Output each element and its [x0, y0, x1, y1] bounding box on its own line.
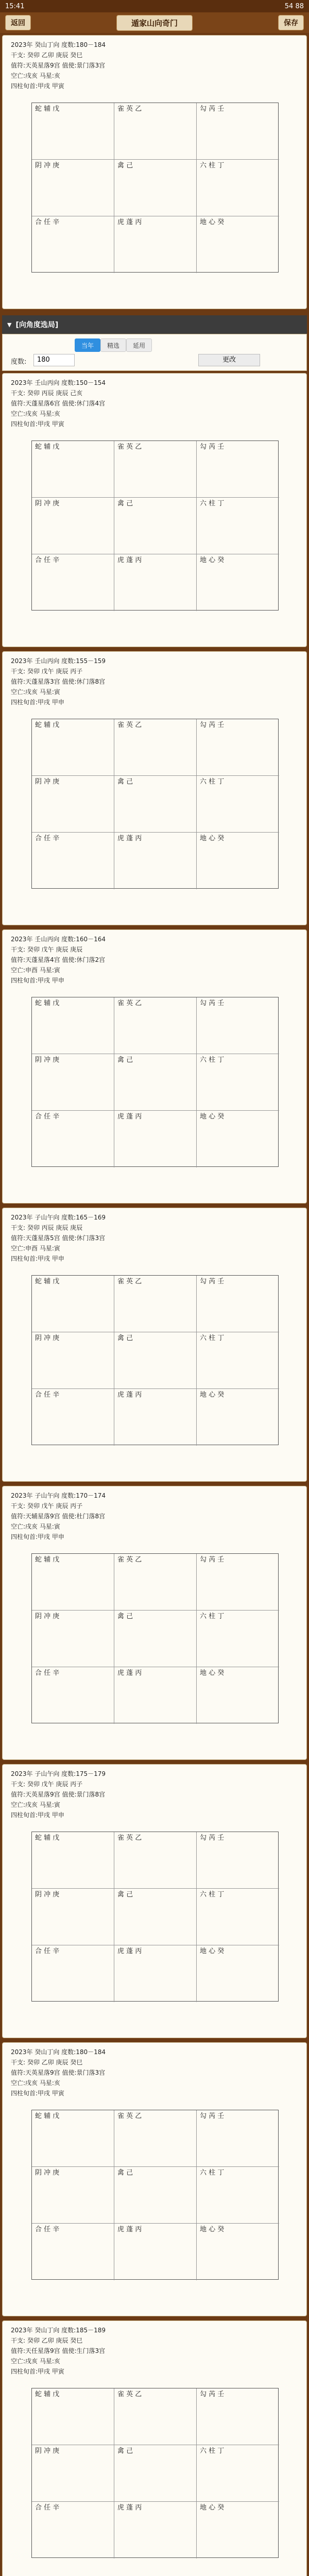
- palace-cell: 六 柱 丁: [197, 498, 279, 554]
- chart-info-line3: 值符:天蓬星落4宫 值使:休门落2宫: [11, 956, 106, 963]
- chart-info-line1: 2023年 子山午向 度数:165－169: [11, 1214, 106, 1221]
- chart-info-line3: 值符:天蓬星落3宫 值使:休门落8宫: [11, 678, 106, 685]
- chart-info-line2: 干支: 癸卯 戊午 庚辰 丙子: [11, 1502, 83, 1510]
- palace-cell: 勾 芮 壬: [197, 103, 279, 160]
- chart-info-line1: 2023年 癸山丁向 度数:180－184: [11, 41, 106, 48]
- chart-info-line2: 干支: 癸卯 戊午 庚辰 庚辰: [11, 946, 83, 953]
- chart-info-line1: 2023年 壬山丙向 度数:155－159: [11, 657, 106, 665]
- palace-cell: 阴 冲 庚: [32, 1054, 114, 1111]
- chart-info-line2: 干支: 癸卯 乙卯 庚辰 癸巳: [11, 2337, 83, 2344]
- palace-cell: 阴 冲 庚: [32, 1611, 114, 1667]
- back-button[interactable]: 返回: [5, 15, 31, 30]
- palace-cell: 阴 冲 庚: [32, 1332, 114, 1389]
- chart-info-line2: 干支: 癸卯 丙辰 庚辰 庚辰: [11, 1224, 83, 1231]
- palace-cell: 雀 英 乙: [114, 441, 197, 498]
- palace-cell: 蛇 辅 戊: [32, 441, 114, 498]
- degree-label: 度数:: [11, 358, 27, 366]
- nine-palace-grid: [31, 2388, 279, 2558]
- section-title: [向角度选局]: [15, 321, 59, 329]
- chart-info-line5: 四柱旬首:甲戌 甲申: [11, 1255, 64, 1262]
- palace-cell: 合 任 辛: [32, 554, 114, 611]
- palace-cell: 雀 英 乙: [114, 2388, 197, 2445]
- chart-info-line1: 2023年 子山午向 度数:175－179: [11, 1770, 106, 1777]
- chart-info: [11, 2047, 106, 2098]
- palace-cell: 阴 冲 庚: [32, 776, 114, 833]
- chart-info-line1: 2023年 癸山丁向 度数:180－184: [11, 2048, 106, 2056]
- nine-palace-grid: [31, 103, 279, 273]
- palace-cell: 阴 冲 庚: [32, 2445, 114, 2502]
- chart-info-line5: 四柱旬首:甲戌 甲申: [11, 1533, 64, 1540]
- palace-cell: 六 柱 丁: [197, 1332, 279, 1389]
- palace-cell: 六 柱 丁: [197, 160, 279, 216]
- palace-cell: 地 心 癸: [200, 1947, 225, 1955]
- chart-info-line5: 四柱旬首:甲戌 甲寅: [11, 420, 64, 428]
- tab-0[interactable]: 当年: [75, 338, 100, 352]
- palace-cell: 禽 己: [114, 1889, 197, 1945]
- palace-cell: 地 心 癸: [200, 2226, 225, 2233]
- palace-cell: 雀 英 乙: [114, 1276, 197, 1332]
- qimen-chart-card: [2, 2320, 307, 2576]
- palace-cell: 六 柱 丁: [197, 2445, 279, 2502]
- palace-cell: 禽 己: [114, 2445, 197, 2502]
- palace-cell: 禽 己: [114, 776, 197, 833]
- chart-info: [11, 2325, 106, 2377]
- palace-cell: 蛇 辅 戊: [32, 719, 114, 776]
- chart-info-line4: 空亡:戌亥 马星:亥: [11, 410, 60, 417]
- content-area: [0, 33, 309, 2576]
- chart-info-line3: 值符:天蓬星落6宫 值使:休门落4宫: [11, 400, 106, 407]
- chart-info-line4: 空亡:戌亥 马星:寅: [11, 688, 60, 696]
- chart-info-line5: 四柱旬首:甲戌 甲申: [11, 977, 64, 984]
- palace-cell: 雀 英 乙: [114, 2110, 197, 2167]
- chart-info-line5: 四柱旬首:甲戌 甲寅: [11, 2368, 64, 2375]
- palace-cell: 禽 己: [114, 1054, 197, 1111]
- chart-info: [11, 1769, 106, 1820]
- qimen-chart-card: [2, 35, 307, 309]
- palace-cell: 勾 芮 壬: [197, 1832, 279, 1889]
- chart-info-line2: 干支: 癸卯 乙卯 庚辰 癸巳: [11, 52, 83, 59]
- qimen-chart-card: [2, 1764, 307, 2038]
- palace-cell: 雀 英 乙: [114, 103, 197, 160]
- palace-cell: 蛇 辅 戊: [32, 997, 114, 1054]
- palace-cell: 合 任 辛: [32, 2502, 114, 2558]
- palace-cell: 虎 蓬 丙: [114, 833, 197, 889]
- palace-cell: 地 心 癸: [200, 835, 225, 842]
- palace-cell: 虎 蓬 丙: [114, 554, 197, 611]
- palace-cell: 蛇 辅 戊: [32, 2388, 114, 2445]
- section-header[interactable]: [2, 315, 307, 334]
- chart-info-line2: 干支: 癸卯 乙卯 庚辰 癸巳: [11, 2059, 83, 2066]
- palace-cell: 地 心 癸: [200, 1113, 225, 1121]
- degree-controls: [2, 334, 307, 371]
- chart-info-line1: 2023年 壬山丙向 度数:160－164: [11, 936, 106, 943]
- palace-cell: 地 心 癸: [200, 1669, 225, 1677]
- nine-palace-grid: [31, 1553, 279, 1723]
- chart-info-line3: 值符:天英星落9宫 值使:景门落3宫: [11, 62, 106, 69]
- nine-palace-grid: [31, 1832, 279, 2002]
- chart-info-line4: 空亡:戌亥 马星:亥: [11, 2079, 60, 2087]
- status-icons: 54 88: [284, 2, 304, 10]
- degree-input[interactable]: 180: [33, 354, 75, 366]
- palace-cell: 合 任 辛: [32, 1111, 114, 1167]
- palace-cell: 合 任 辛: [32, 1389, 114, 1446]
- chart-info: [11, 656, 106, 707]
- tab-1[interactable]: 精选: [100, 338, 126, 352]
- palace-cell: 禽 己: [114, 1611, 197, 1667]
- palace-cell: 虎 蓬 丙: [114, 2224, 197, 2280]
- palace-cell: 六 柱 丁: [197, 776, 279, 833]
- palace-cell: 勾 芮 壬: [197, 719, 279, 776]
- palace-cell: 地 心 癸: [200, 1391, 225, 1399]
- palace-cell: 六 柱 丁: [197, 1889, 279, 1945]
- nine-palace-grid: [31, 997, 279, 1167]
- chart-info-line3: 值符:天英星落9宫 值使:景门落8宫: [11, 1791, 106, 1798]
- chart-info-line2: 干支: 癸卯 戊午 庚辰 丙子: [11, 668, 83, 675]
- tab-2[interactable]: 延用: [126, 338, 152, 352]
- chart-info-line5: 四柱旬首:甲戌 甲申: [11, 1811, 64, 1819]
- palace-cell: 雀 英 乙: [114, 1832, 197, 1889]
- chart-info-line4: 空亡:戌亥 马星:寅: [11, 1523, 60, 1530]
- palace-cell: 雀 英 乙: [114, 997, 197, 1054]
- status-bar: [0, 0, 309, 12]
- chart-info-line4: 空亡:戌亥 马星:寅: [11, 1801, 60, 1808]
- nine-palace-grid: [31, 719, 279, 889]
- nine-palace-grid: [31, 2110, 279, 2280]
- chart-info: [11, 378, 106, 429]
- chart-info-line2: 干支: 癸卯 戊午 庚辰 丙子: [11, 1781, 83, 1788]
- palace-cell: 阴 冲 庚: [32, 160, 114, 216]
- qimen-chart-card: [2, 1208, 307, 1482]
- palace-cell: 六 柱 丁: [197, 1054, 279, 1111]
- chart-info-line4: 空亡:申酉 马星:寅: [11, 967, 60, 974]
- clock: 15:41: [5, 2, 25, 10]
- chart-info-line3: 值符:天英星落9宫 值使:景门落3宫: [11, 2069, 106, 2076]
- palace-cell: 禽 己: [114, 1332, 197, 1389]
- palace-cell: 勾 芮 壬: [197, 2110, 279, 2167]
- palace-cell: 六 柱 丁: [197, 1611, 279, 1667]
- palace-cell: 禽 己: [114, 498, 197, 554]
- palace-cell: 合 任 辛: [32, 1945, 114, 2002]
- chart-info-line4: 空亡:戌亥 马星:亥: [11, 2358, 60, 2365]
- nine-palace-grid: [31, 440, 279, 611]
- palace-cell: 虎 蓬 丙: [114, 2502, 197, 2558]
- palace-cell: 地 心 癸: [200, 218, 225, 226]
- qimen-chart-card: [2, 929, 307, 1204]
- palace-cell: 阴 冲 庚: [32, 1889, 114, 1945]
- palace-cell: 合 任 辛: [32, 216, 114, 273]
- chart-info-line3: 值符:天蓬星落5宫 值使:休门落3宫: [11, 1234, 106, 1242]
- palace-cell: 雀 英 乙: [114, 719, 197, 776]
- palace-cell: 禽 己: [114, 160, 197, 216]
- chart-info-line1: 2023年 癸山丁向 度数:185－189: [11, 2327, 106, 2334]
- palace-cell: 禽 己: [114, 2167, 197, 2224]
- save-button[interactable]: 保存: [278, 15, 304, 30]
- chart-info-line4: 空亡:戌亥 马星:亥: [11, 72, 60, 79]
- chevron-down-icon: ▼: [7, 321, 12, 328]
- palace-cell: 蛇 辅 戊: [32, 1276, 114, 1332]
- qimen-chart-card: [2, 651, 307, 925]
- chart-info-line5: 四柱旬首:甲戌 甲寅: [11, 82, 64, 90]
- chart-info: [11, 1212, 106, 1264]
- chart-info-line1: 2023年 壬山丙向 度数:150－154: [11, 379, 106, 386]
- chart-info-line3: 值符:天任星落9宫 值使:生门落3宫: [11, 2347, 106, 2354]
- palace-cell: 勾 芮 壬: [197, 2388, 279, 2445]
- palace-cell: 勾 芮 壬: [197, 997, 279, 1054]
- palace-cell: 勾 芮 壬: [197, 1276, 279, 1332]
- chart-info: [11, 1490, 106, 1542]
- palace-cell: 虎 蓬 丙: [114, 1389, 197, 1446]
- palace-cell: 阴 冲 庚: [32, 2167, 114, 2224]
- title-bar: [0, 12, 309, 33]
- page-title: 遁家山向奇门: [116, 15, 193, 31]
- palace-cell: 蛇 辅 戊: [32, 103, 114, 160]
- palace-cell: 阴 冲 庚: [32, 498, 114, 554]
- palace-cell: 雀 英 乙: [114, 1554, 197, 1611]
- palace-cell: 六 柱 丁: [197, 2167, 279, 2224]
- palace-cell: 虎 蓬 丙: [114, 1111, 197, 1167]
- palace-cell: 勾 芮 壬: [197, 1554, 279, 1611]
- chart-info-line2: 干支: 癸卯 丙辰 庚辰 己亥: [11, 389, 83, 397]
- palace-cell: 地 心 癸: [200, 2504, 225, 2512]
- palace-cell: 合 任 辛: [32, 1667, 114, 1724]
- palace-cell: 蛇 辅 戊: [32, 2110, 114, 2167]
- chart-info-line5: 四柱旬首:甲戌 甲寅: [11, 2090, 64, 2097]
- palace-cell: 地 心 癸: [200, 556, 225, 564]
- qimen-chart-card: [2, 1486, 307, 1760]
- chart-info: [11, 40, 106, 91]
- palace-cell: 合 任 辛: [32, 833, 114, 889]
- palace-cell: 合 任 辛: [32, 2224, 114, 2280]
- chart-info-line5: 四柱旬首:甲戌 甲申: [11, 699, 64, 706]
- qimen-chart-card: [2, 373, 307, 647]
- chart-info-line3: 值符:天辅星落9宫 值使:杜门落8宫: [11, 1513, 106, 1520]
- palace-cell: 虎 蓬 丙: [114, 1667, 197, 1724]
- nine-palace-grid: [31, 1275, 279, 1445]
- chart-info: [11, 934, 106, 986]
- palace-cell: 勾 芮 壬: [197, 441, 279, 498]
- change-button[interactable]: 更改: [198, 354, 260, 366]
- palace-cell: 蛇 辅 戊: [32, 1554, 114, 1611]
- palace-cell: 虎 蓬 丙: [114, 1945, 197, 2002]
- chart-info-line4: 空亡:申酉 马星:寅: [11, 1245, 60, 1252]
- qimen-chart-card: [2, 2042, 307, 2316]
- palace-cell: 虎 蓬 丙: [114, 216, 197, 273]
- chart-info-line1: 2023年 子山午向 度数:170－174: [11, 1492, 106, 1499]
- palace-cell: 蛇 辅 戊: [32, 1832, 114, 1889]
